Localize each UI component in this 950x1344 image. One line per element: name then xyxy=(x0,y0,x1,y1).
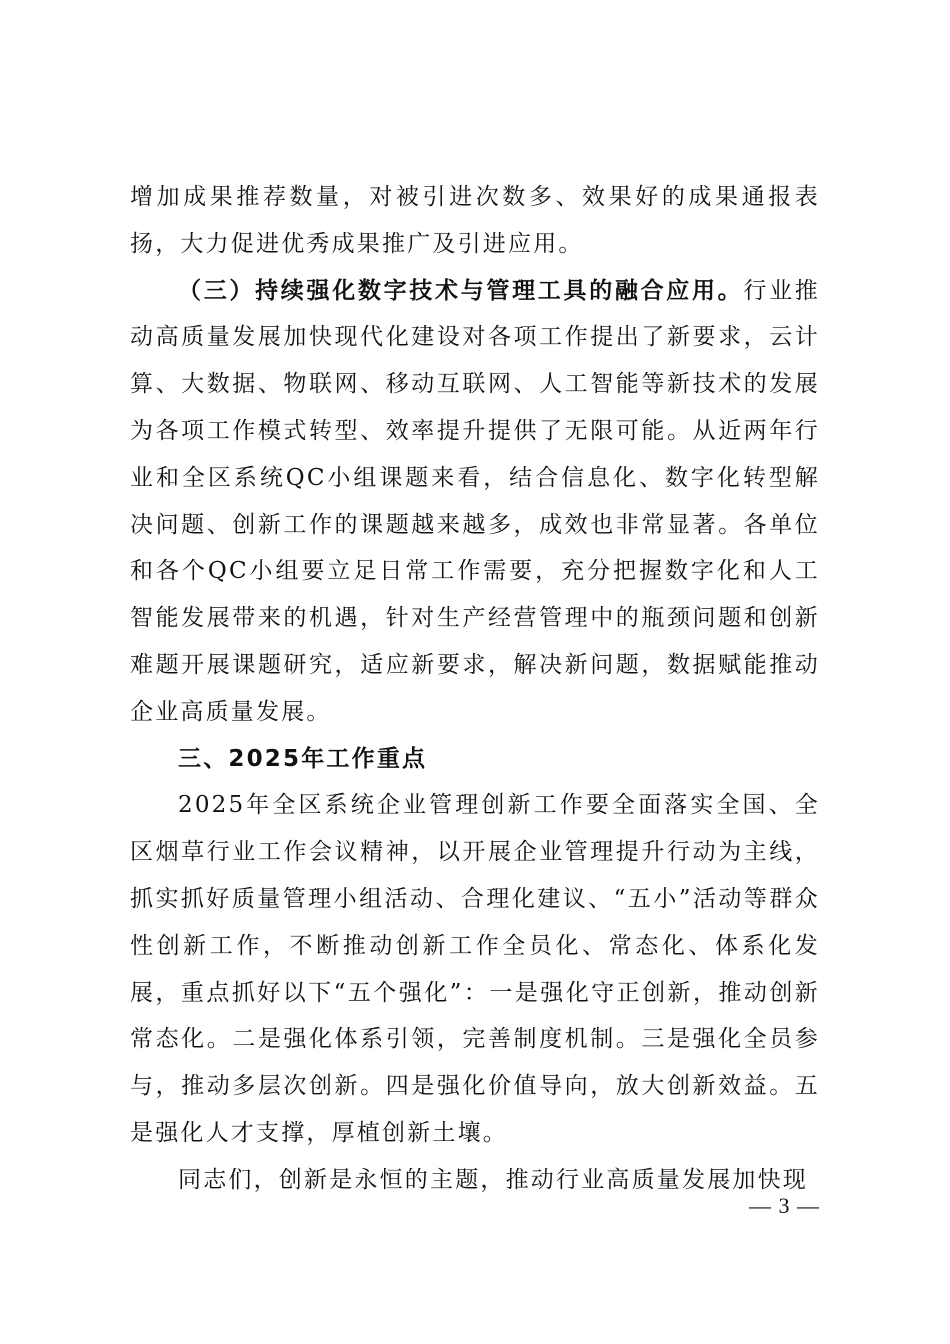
paragraph-digital-tools xyxy=(130,268,820,736)
paragraph-continuation xyxy=(130,174,820,268)
page-number: — 3 — xyxy=(749,1193,820,1218)
paragraph-2025-priorities xyxy=(130,782,820,1156)
paragraph-text: 行业推动高质量发展加快现代化建设对各项工作提出了新要求，云计算、大数据、物联网、移动互联网、人工智能等新技术的发展为各项工作模式转型、效率提升提供了无限可能。从近两年行业和全区系统QC小组课题来看，结合信息化、数字化转型解决问题、创新工作的课题越来越多，成效也非常显著。各单位和各个QC小组要立足日常工作需要，充分把握数字化和人工智能发展带来的机遇，针对生产经营管理中的瓶颈问题和创新难题开展课题研究，适应新要求，解决新问题，数据赋能推动企业高质量发展。 xyxy=(130,277,820,725)
body-text xyxy=(130,174,820,1204)
paragraph-text: 2025年全区系统企业管理创新工作要全面落实全国、全区烟草行业工作会议精神，以开展企业管理提升行动为主线，抓实抓好质量管理小组活动、合理化建议、“五小”活动等群众性创新工作，不断推动创新工作全员化、常态化、体系化发展，重点抓好以下“五个强化”：一是强化守正创新，推动创新常态化。二是强化体系引领，完善制度机制。三是强化全员参与，推动多层次创新。四是强化价值导向，放大创新效益。五是强化人才支撑，厚植创新土壤。 xyxy=(130,792,820,1146)
paragraph-lead-heading: （三）持续强化数字技术与管理工具的融合应用。 xyxy=(178,276,744,304)
section-heading: 三、2025年工作重点 xyxy=(178,745,428,772)
paragraph-text: 增加成果推荐数量，对被引进次数多、效果好的成果通报表扬，大力促进优秀成果推广及引进应用。 xyxy=(130,184,820,257)
paragraph-text: 同志们，创新是永恒的主题，推动行业高质量发展加快现 xyxy=(178,1166,808,1193)
paragraph-closing xyxy=(130,1157,820,1204)
